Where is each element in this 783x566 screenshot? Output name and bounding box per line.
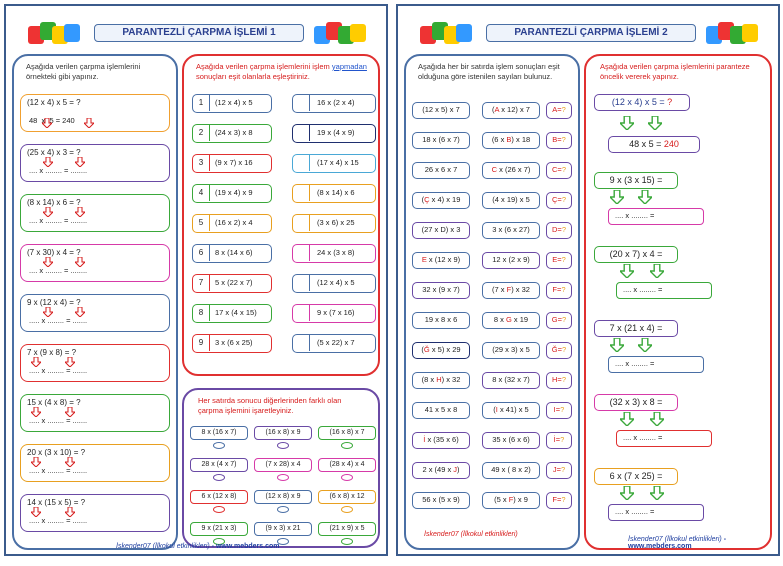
item-expression: (16 x 2) x 4 — [215, 218, 253, 227]
item-expression: 8 x (14 x 6) — [215, 248, 253, 257]
down-arrow-icon — [75, 307, 85, 317]
diff-option[interactable]: 6 x (12 x 8) — [190, 490, 248, 504]
item-expression: (12 x 4) x 5 — [317, 278, 355, 287]
kids-logo-right — [314, 18, 368, 46]
item-number: 9 — [193, 335, 210, 351]
expression-right: 8 x (32 x 7) — [482, 372, 540, 389]
item-expression: 5 x (22 x 7) — [215, 278, 253, 287]
exercise-expression: 9 x (3 x 15) = — [594, 172, 678, 189]
match-left-item[interactable] — [192, 334, 272, 353]
down-arrow-icon — [43, 207, 53, 217]
expression-right: (A x 12) x 7 — [482, 102, 540, 119]
expression-left: İ x (35 x 6) — [412, 432, 470, 449]
instruction-text: Aşağıda her bir satırda işlem sonuçları eşit olduğuna göre istenilen sayıları bulunuz. — [418, 62, 560, 81]
diff-option[interactable]: (6 x 8) x 12 — [318, 490, 376, 504]
answer-box[interactable]: I=? — [546, 402, 572, 419]
answer-box[interactable]: Ç=? — [546, 192, 572, 209]
down-arrow-icon — [31, 457, 41, 467]
mark-circle[interactable] — [341, 506, 353, 513]
expression-right: 35 x (6 x 6) — [482, 432, 540, 449]
diff-instruction: Her satırda sonucu diğerlerinden farklı olan çarpma işlemini işaretleyiniz. — [198, 396, 342, 415]
expression-right: (29 x 3) x 5 — [482, 342, 540, 359]
match-left-item[interactable] — [192, 184, 272, 203]
instruction-text: Aşağıda verilen çarpma işlemlerini örnekteki gibi yapınız. — [26, 62, 141, 81]
down-arrow-icon — [65, 457, 75, 467]
match-left-item[interactable] — [192, 214, 272, 233]
footer: İskender07 (İlkokul etkinlikleri) — [424, 531, 518, 538]
exercise-expression: 15 x (4 x 8) = ? — [27, 398, 81, 407]
match-left-item[interactable] — [192, 274, 272, 293]
down-arrow-icon — [65, 507, 75, 517]
answer-blank[interactable]: ..... x ........ = ....... — [29, 516, 88, 525]
expression-right: (5 x F) x 9 — [482, 492, 540, 509]
answer-box[interactable]: F=? — [546, 492, 572, 509]
diff-option[interactable]: 28 x (4 x 7) — [190, 458, 248, 472]
down-arrow-icon — [650, 412, 664, 426]
answer-square[interactable] — [293, 125, 310, 141]
expression-right: (4 x 19) x 5 — [482, 192, 540, 209]
exercise-box — [20, 444, 170, 482]
match-right-item[interactable] — [292, 244, 376, 263]
exercise-expression: (20 x 7) x 4 = — [594, 246, 678, 263]
match-left-item[interactable] — [192, 244, 272, 263]
exercise-expression: 14 x (15 x 5) = ? — [27, 498, 86, 507]
down-arrow-icon — [75, 207, 85, 217]
diff-option[interactable]: (7 x 28) x 4 — [254, 458, 312, 472]
item-expression: (17 x 4) x 15 — [317, 158, 359, 167]
exercise-expression: (25 x 4) x 3 = ? — [27, 148, 81, 157]
item-expression: (24 x 3) x 8 — [215, 128, 253, 137]
expression-left: (12 x 5) x 7 — [412, 102, 470, 119]
match-right-item[interactable] — [292, 154, 376, 173]
diff-option[interactable]: (16 x 8) x 7 — [318, 426, 376, 440]
exercise-box — [20, 294, 170, 332]
answer-square[interactable] — [293, 275, 310, 291]
exercise-expression: 20 x (3 x 10) = ? — [27, 448, 86, 457]
answer-blank[interactable]: ..... x ........ = ....... — [29, 466, 88, 475]
expression-left: 56 x (5 x 9) — [412, 492, 470, 509]
item-number: 8 — [193, 305, 210, 321]
mark-circle[interactable] — [277, 442, 289, 449]
expression-left: (Ğ x 5) x 29 — [412, 342, 470, 359]
item-expression: 16 x (2 x 4) — [317, 98, 355, 107]
item-expression: 19 x (4 x 9) — [317, 128, 355, 137]
answer-blank[interactable]: ..... x ........ = ....... — [29, 366, 88, 375]
expression-left: 41 x 5 x 8 — [412, 402, 470, 419]
exercise-expression: 7 x (9 x 8) = ? — [27, 348, 77, 357]
example-expression-box: (12 x 4) x 5 = ? — [594, 94, 690, 111]
match-left-item[interactable] — [192, 304, 272, 323]
exercise-expression: (7 x 30) x 4 = ? — [27, 248, 81, 257]
down-arrow-icon — [75, 257, 85, 267]
exercise-expression: (32 x 3) x 8 = — [594, 394, 678, 411]
kids-logo-left — [420, 18, 474, 46]
expression-right: (6 x B) x 18 — [482, 132, 540, 149]
item-expression: (12 x 4) x 5 — [215, 98, 253, 107]
down-arrow-icon — [620, 116, 634, 130]
exercise-box — [20, 194, 170, 232]
item-expression: 24 x (3 x 8) — [317, 248, 355, 257]
answer-square[interactable] — [293, 215, 310, 231]
mark-circle[interactable] — [213, 442, 225, 449]
item-number: 4 — [193, 185, 210, 201]
answer-blank[interactable]: .... x ........ = — [608, 208, 704, 225]
match-right-item[interactable] — [292, 334, 376, 353]
item-number: 3 — [193, 155, 210, 171]
down-arrow-icon — [31, 357, 41, 367]
answer-blank[interactable]: .... x ........ = — [616, 430, 712, 447]
expression-left: 18 x (6 x 7) — [412, 132, 470, 149]
example-expression: (12 x 4) x 5 = ? — [27, 98, 81, 107]
answer-box[interactable]: J=? — [546, 462, 572, 479]
item-number: 1 — [193, 95, 210, 111]
answer-box[interactable]: İ=? — [546, 432, 572, 449]
answer-box[interactable]: H=? — [546, 372, 572, 389]
expression-left: (27 x D) x 3 — [412, 222, 470, 239]
answer-blank[interactable]: ..... x ........ = ....... — [29, 416, 88, 425]
answer-square[interactable] — [293, 185, 310, 201]
match-right-item[interactable] — [292, 274, 376, 293]
exercise-box — [20, 494, 170, 532]
expression-right: (7 x F) x 32 — [482, 282, 540, 299]
down-arrow-icon — [31, 407, 41, 417]
item-number: 6 — [193, 245, 210, 261]
down-arrow-icon — [610, 338, 624, 352]
exercise-box — [20, 144, 170, 182]
down-arrow-icon — [638, 190, 652, 204]
diff-option[interactable]: (9 x 3) x 21 — [254, 522, 312, 536]
kids-logo-left — [28, 18, 82, 46]
item-expression: (5 x 22) x 7 — [317, 338, 355, 347]
down-arrow-icon — [65, 357, 75, 367]
item-number: 2 — [193, 125, 210, 141]
answer-box[interactable]: D=? — [546, 222, 572, 239]
answer-blank[interactable]: .... x ........ = — [608, 504, 704, 521]
worksheet-page-2 — [396, 4, 780, 556]
example-result: 48 x 5 = 240 — [29, 116, 75, 125]
expression-left: 19 x 8 x 6 — [412, 312, 470, 329]
answer-square[interactable] — [293, 95, 310, 111]
item-expression: (9 x 7) x 16 — [215, 158, 253, 167]
expression-left: (8 x H) x 32 — [412, 372, 470, 389]
expression-right: 3 x (6 x 27) — [482, 222, 540, 239]
item-expression: 17 x (4 x 15) — [215, 308, 257, 317]
answer-box[interactable]: Ğ=? — [546, 342, 572, 359]
answer-blank[interactable]: .... x ........ = ........ — [29, 216, 88, 225]
exercise-box — [20, 394, 170, 432]
diff-option[interactable]: (16 x 8) x 9 — [254, 426, 312, 440]
diff-option[interactable]: (21 x 9) x 5 — [318, 522, 376, 536]
down-arrow-icon — [75, 157, 85, 167]
match-instruction: Aşağıda verilen çarpma işlemlerini işlem yapmadan sonuçları eşit olanlarla eşleştiriniz. — [196, 62, 367, 81]
diff-option[interactable]: (12 x 8) x 9 — [254, 490, 312, 504]
answer-square[interactable] — [293, 155, 310, 171]
exercise-expression: (8 x 14) x 6 = ? — [27, 198, 81, 207]
expression-right: 49 x ( 8 x 2) — [482, 462, 540, 479]
down-arrow-icon — [65, 407, 75, 417]
item-expression: (3 x 6) x 25 — [317, 218, 355, 227]
down-arrow-icon — [31, 507, 41, 517]
mark-circle[interactable] — [341, 538, 353, 545]
mark-circle[interactable] — [341, 474, 353, 481]
item-expression: (19 x 4) x 9 — [215, 188, 253, 197]
mark-circle[interactable] — [277, 474, 289, 481]
down-arrow-icon — [620, 486, 634, 500]
diff-option[interactable]: 8 x (16 x 7) — [190, 426, 248, 440]
down-arrow-icon — [638, 338, 652, 352]
answer-box[interactable]: B=? — [546, 132, 572, 149]
down-arrow-icon — [620, 264, 634, 278]
match-right-item[interactable] — [292, 304, 376, 323]
answer-square[interactable] — [293, 335, 310, 351]
item-expression: 3 x (6 x 25) — [215, 338, 253, 347]
footer: İskender07 (İlkokul etkinlikleri) - www.mebders.com — [116, 543, 280, 550]
answer-box[interactable]: C=? — [546, 162, 572, 179]
expression-left: 32 x (9 x 7) — [412, 282, 470, 299]
expression-left: 2 x (49 x J) — [412, 462, 470, 479]
expression-left: E x (12 x 9) — [412, 252, 470, 269]
item-number: 7 — [193, 275, 210, 291]
mark-circle[interactable] — [277, 506, 289, 513]
mark-circle[interactable] — [341, 442, 353, 449]
down-arrow-icon — [42, 118, 52, 128]
worksheet-page-1 — [4, 4, 388, 556]
match-left-item[interactable] — [192, 124, 272, 143]
kids-logo-right — [706, 18, 760, 46]
expression-right: C x (26 x 7) — [482, 162, 540, 179]
answer-square[interactable] — [293, 245, 310, 261]
expression-right: 8 x G x 19 — [482, 312, 540, 329]
answer-box[interactable]: A=? — [546, 102, 572, 119]
exercise-expression: 6 x (7 x 25) = — [594, 468, 678, 485]
expression-right: (I x 41) x 5 — [482, 402, 540, 419]
expression-right: 12 x (2 x 9) — [482, 252, 540, 269]
answer-box[interactable]: F=? — [546, 282, 572, 299]
down-arrow-icon — [610, 190, 624, 204]
exercise-box — [20, 344, 170, 382]
answer-blank[interactable]: .... x ........ = — [616, 282, 712, 299]
item-expression: (8 x 14) x 6 — [317, 188, 355, 197]
footer: İskender07 (İlkokul etkinlikleri) - www.mebders.com — [628, 536, 727, 550]
match-right-item[interactable] — [292, 124, 376, 143]
down-arrow-icon — [648, 116, 662, 130]
down-arrow-icon — [84, 118, 94, 128]
answer-blank[interactable]: .... x ........ = ........ — [29, 166, 88, 175]
diff-option[interactable]: (28 x 4) x 4 — [318, 458, 376, 472]
mark-circle[interactable] — [213, 506, 225, 513]
answer-box[interactable]: G=? — [546, 312, 572, 329]
expression-left: (Ç x 4) x 19 — [412, 192, 470, 209]
match-right-item[interactable] — [292, 214, 376, 233]
page-title: PARANTEZLİ ÇARPMA İŞLEMİ 1 — [94, 24, 304, 42]
answer-square[interactable] — [293, 305, 310, 321]
item-number: 5 — [193, 215, 210, 231]
down-arrow-icon — [43, 307, 53, 317]
example-result-box: 48 x 5 = 240 — [608, 136, 700, 153]
down-arrow-icon — [650, 264, 664, 278]
down-arrow-icon — [43, 157, 53, 167]
match-left-item[interactable] — [192, 154, 272, 173]
answer-blank[interactable]: .... x ........ = ........ — [29, 266, 88, 275]
down-arrow-icon — [43, 257, 53, 267]
exercise-expression: 9 x (12 x 4) = ? — [27, 298, 81, 307]
answer-box[interactable]: E=? — [546, 252, 572, 269]
match-right-item[interactable] — [292, 184, 376, 203]
diff-option[interactable]: 9 x (21 x 3) — [190, 522, 248, 536]
exercise-box — [20, 244, 170, 282]
down-arrow-icon — [650, 486, 664, 500]
answer-blank[interactable]: ..... x ........ = ....... — [29, 316, 88, 325]
answer-blank[interactable]: .... x ........ = — [608, 356, 704, 373]
expression-left: 26 x 6 x 7 — [412, 162, 470, 179]
down-arrow-icon — [620, 412, 634, 426]
item-expression: 9 x (7 x 16) — [317, 308, 355, 317]
mark-circle[interactable] — [213, 474, 225, 481]
page-title: PARANTEZLİ ÇARPMA İŞLEMİ 2 — [486, 24, 696, 42]
exercise-expression: 7 x (21 x 4) = — [594, 320, 678, 337]
match-left-item[interactable] — [192, 94, 272, 113]
right-instruction: Aşağıda verilen çarpma işlemlerini paranteze öncelik vererek yapınız. — [600, 62, 750, 81]
match-right-item[interactable] — [292, 94, 376, 113]
